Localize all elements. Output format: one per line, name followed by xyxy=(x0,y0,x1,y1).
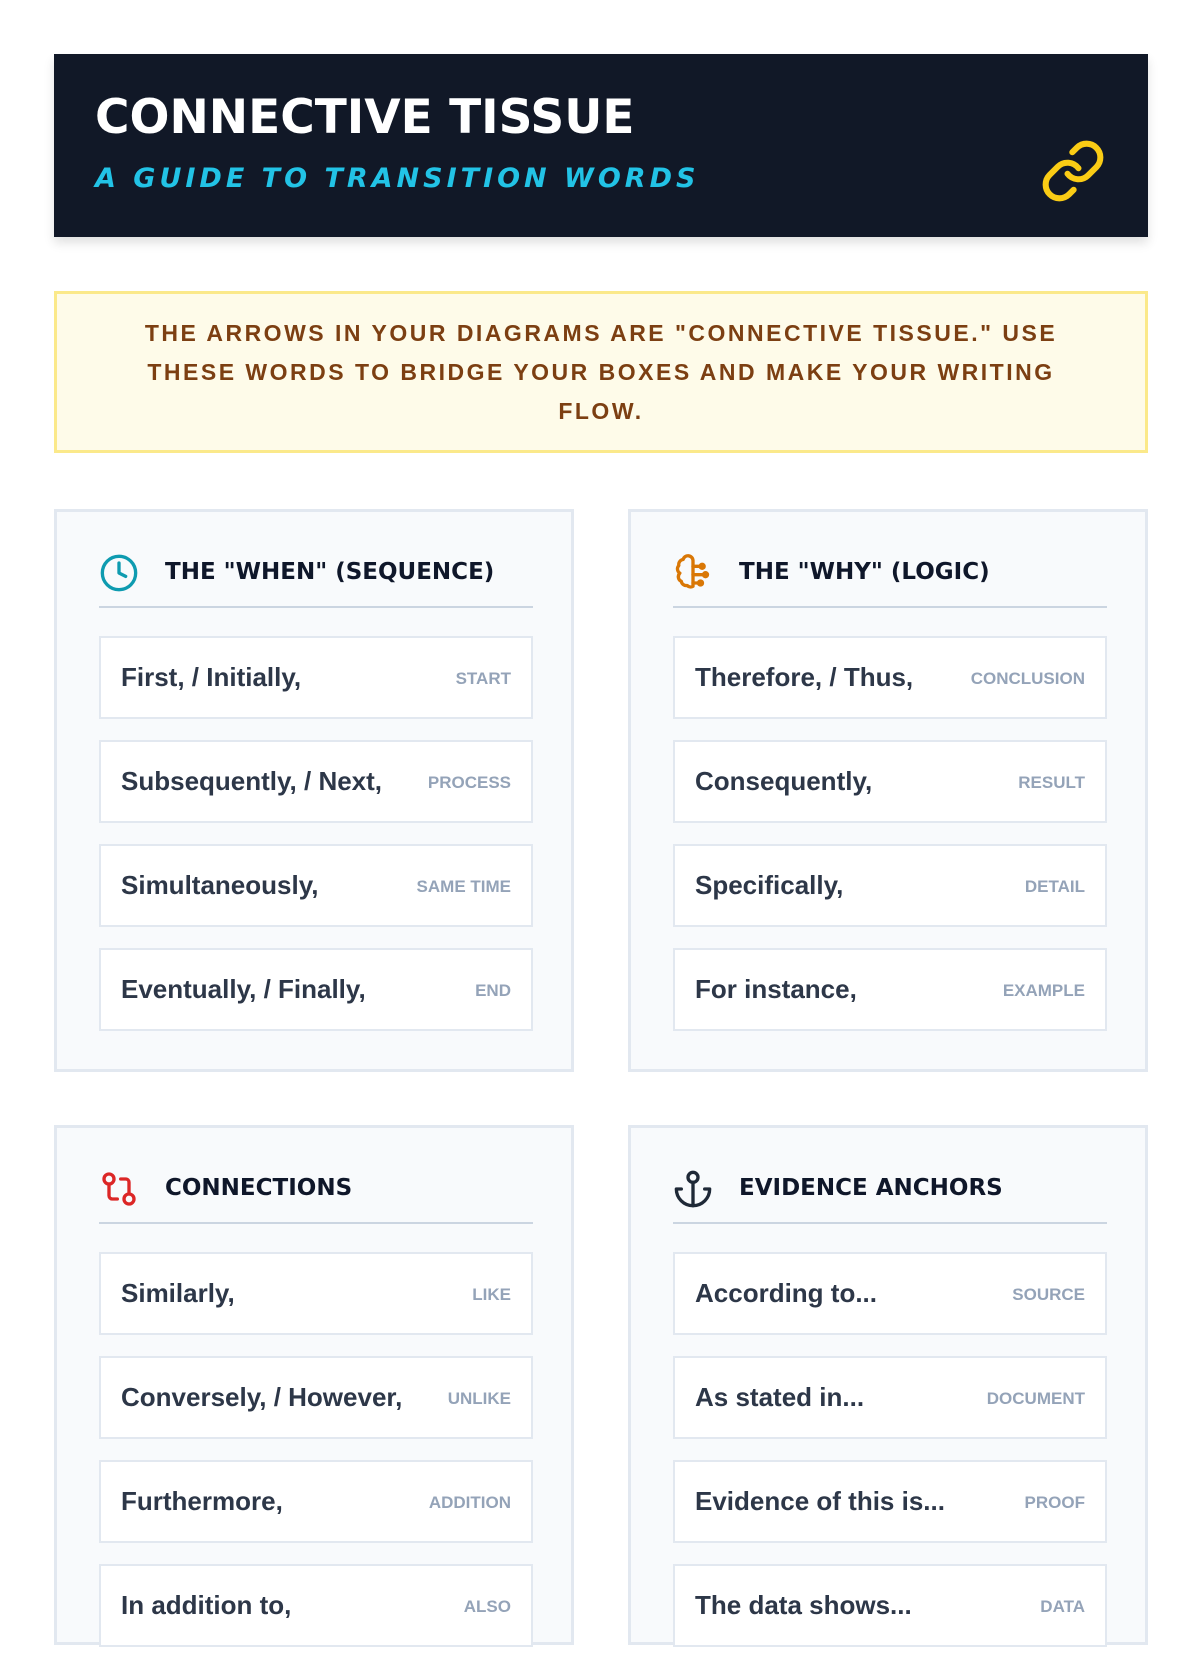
transition-item xyxy=(99,948,533,1031)
section-title: CONNECTIONS xyxy=(165,1175,353,1201)
transition-word: Evidence of this is... xyxy=(695,1486,945,1516)
transition-word: In addition to, xyxy=(121,1590,292,1620)
brain-icon xyxy=(673,553,713,593)
clock-icon xyxy=(99,553,139,593)
transition-tag: ADDITION xyxy=(428,1493,511,1512)
transition-list xyxy=(99,636,533,1052)
section-card-sequence xyxy=(54,509,574,1072)
section-card-logic xyxy=(628,509,1148,1072)
anchor-icon xyxy=(673,1169,713,1209)
transition-item xyxy=(673,1252,1107,1335)
transition-tag: UNLIKE xyxy=(447,1389,511,1408)
transition-item xyxy=(673,844,1107,927)
transition-word: The data shows... xyxy=(695,1590,912,1620)
transition-word: Specifically, xyxy=(695,870,844,900)
page-header xyxy=(54,54,1148,237)
git-compare-icon xyxy=(99,1169,139,1209)
transition-word: First, / Initially, xyxy=(121,662,302,692)
intro-callout xyxy=(54,291,1148,453)
section-header xyxy=(673,542,1107,608)
page-subtitle: A GUIDE TO TRANSITION WORDS xyxy=(95,163,700,194)
page-title: CONNECTIVE TISSUE xyxy=(95,90,635,145)
transition-word: Simultaneously, xyxy=(121,870,319,900)
transition-tag: DETAIL xyxy=(1024,877,1085,896)
transition-item xyxy=(99,1564,533,1647)
section-card-connections xyxy=(54,1125,574,1645)
transition-tag: ALSO xyxy=(463,1597,511,1616)
transition-word: Furthermore, xyxy=(121,1486,283,1516)
section-title: THE "WHY" (LOGIC) xyxy=(739,559,990,585)
section-header xyxy=(99,1158,533,1224)
transition-item xyxy=(99,740,533,823)
transition-item xyxy=(673,1460,1107,1543)
transition-tag: END xyxy=(475,981,511,1000)
transition-word: For instance, xyxy=(695,974,857,1004)
transition-item xyxy=(99,636,533,719)
link-icon xyxy=(1040,138,1106,204)
transition-tag: PROCESS xyxy=(427,773,511,792)
section-header xyxy=(673,1158,1107,1224)
transition-word: Subsequently, / Next, xyxy=(121,766,383,796)
transition-tag: RESULT xyxy=(1018,773,1085,792)
transition-item xyxy=(99,1460,533,1543)
transition-tag: CONCLUSION xyxy=(970,669,1085,688)
transition-item xyxy=(99,1252,533,1335)
transition-item xyxy=(673,948,1107,1031)
transition-item xyxy=(99,1356,533,1439)
transition-word: Similarly, xyxy=(121,1278,235,1308)
transition-item xyxy=(673,1356,1107,1439)
transition-word: As stated in... xyxy=(695,1382,865,1412)
transition-tag: DOCUMENT xyxy=(986,1389,1085,1408)
transition-word: Therefore, / Thus, xyxy=(695,662,914,692)
transition-list xyxy=(673,1252,1107,1668)
section-header xyxy=(99,542,533,608)
section-card-evidence xyxy=(628,1125,1148,1645)
section-title: THE "WHEN" (SEQUENCE) xyxy=(165,559,495,585)
transition-tag: DATA xyxy=(1040,1597,1085,1616)
transition-tag: START xyxy=(455,669,511,688)
transition-tag: SOURCE xyxy=(1012,1285,1085,1304)
transition-tag: EXAMPLE xyxy=(1002,981,1085,1000)
transition-tag: LIKE xyxy=(472,1285,511,1304)
transition-word: Eventually, / Finally, xyxy=(121,974,366,1004)
transition-tag: SAME TIME xyxy=(416,877,511,896)
transition-list xyxy=(99,1252,533,1668)
section-title: EVIDENCE ANCHORS xyxy=(739,1175,1003,1201)
transition-item xyxy=(99,844,533,927)
transition-word: According to... xyxy=(695,1278,877,1308)
callout-text: THE ARROWS IN YOUR DIAGRAMS ARE "CONNECTIVE TISSUE." USE THESE WORDS TO BRIDGE YOUR BOXES AND MAKE YOUR WRITING FLOW. xyxy=(144,319,1058,424)
transition-item xyxy=(673,740,1107,823)
transition-word: Conversely, / However, xyxy=(121,1382,403,1412)
transition-list xyxy=(673,636,1107,1052)
transition-item xyxy=(673,1564,1107,1647)
transition-word: Consequently, xyxy=(695,766,873,796)
transition-item xyxy=(673,636,1107,719)
transition-tag: PROOF xyxy=(1024,1493,1085,1512)
